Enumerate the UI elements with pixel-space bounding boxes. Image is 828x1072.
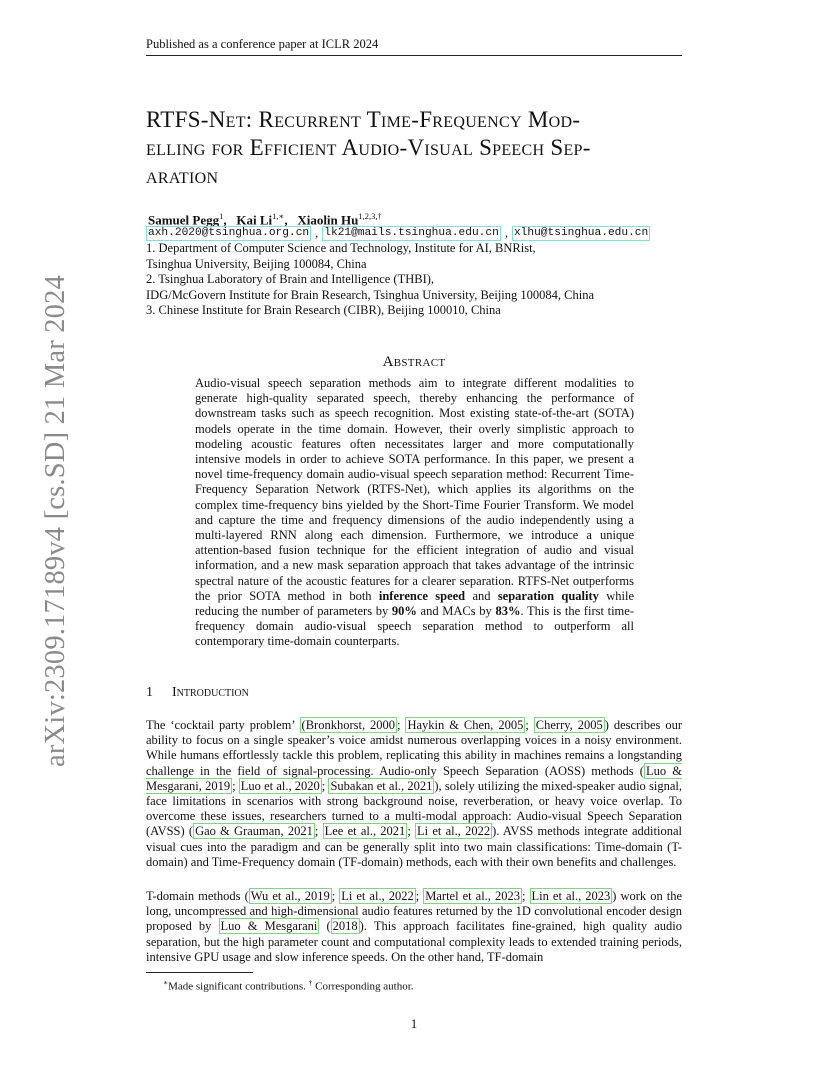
section-title: Introduction	[172, 685, 249, 700]
arxiv-sidebar	[36, 274, 76, 768]
text-run: ;	[321, 778, 329, 793]
text-run: ). This approach facilitates fine-grained, high quality audio separation, but the high parameter count and computational complexity leads to extended training periods, intensive GPU usage and slow inference speeds. On the other hand, TF-domain	[146, 919, 683, 964]
text-run: ), solely utilizing the mixed-speaker audio signal, face limitations in scenarios with strong background noise, reverberation, or heavy voice overlap. To overcome these issues, researchers turned to a multi-modal approach: Audio-visual Speech Separation (AVSS) (	[146, 778, 682, 839]
text-run: and	[465, 588, 498, 603]
arxiv-identifier: arXiv:2309.17189v4 [cs.SD] 21 Mar 2024	[40, 274, 71, 768]
citation-link[interactable]: Luo & Mesgarani, 2019	[146, 763, 683, 793]
text-run: ;	[232, 778, 239, 793]
footnote-rule	[146, 972, 253, 973]
text-run: T-domain methods (	[146, 889, 249, 903]
text-run: ;	[525, 718, 534, 732]
text-run: )	[604, 718, 614, 732]
email-list: axh.2020@tsinghua.org.cn , lk21@mails.tsinghua.edu.cn , xlhu@tsinghua.edu.cn	[148, 226, 649, 240]
citation-link[interactable]: 2018	[332, 919, 358, 934]
text-run: ;	[407, 824, 416, 839]
citation-link[interactable]: Haykin & Chen, 2005	[407, 718, 524, 732]
text-run: ;	[397, 718, 406, 732]
intro-paragraph	[146, 889, 682, 965]
author-affil-marker: 1,∗	[272, 211, 285, 221]
affiliation-line: IDG/McGovern Institute for Brain Research, Tsinghua University, Beijing 100084, China	[146, 287, 595, 302]
affiliation-line: 3. Chinese Institute for Brain Research (CIBR), Beijing 100010, China	[146, 303, 501, 318]
text-run: The ‘cocktail party problem’	[146, 718, 300, 732]
text-run: ). AVSS methods integrate additional visual cues into the paradigm and can be generally split into two main classifications: Time-domain (T-domain) and Time-Frequency domain (TF-domain) methods, each with their own benefits and challenges.	[146, 824, 682, 869]
text-run: and MACs by	[416, 604, 496, 619]
citation-link[interactable]: Li et al., 2022	[341, 889, 414, 903]
footnote	[163, 976, 414, 994]
text-run: describes our ability to focus on a single speaker’s voice amidst numerous overlapping voices in a noisy environment. While humans effortlessly tackle this problem, replicating this ability in machines remains a longstanding challenge in the field of signal-processing. Audio-only Speech Separation (AOSS) methods (	[146, 718, 682, 778]
affiliation-line: 2. Tsinghua Laboratory of Brain and Intelligence (THBI),	[146, 272, 435, 287]
citation-link[interactable]: Subakan et al., 2021	[330, 778, 433, 793]
text-run: . This is the first time-frequency domain audio-visual speech separation method to outperform all contemporary time-domain counterparts.	[195, 604, 634, 649]
email-link[interactable]: lk21@mails.tsinghua.edu.cn	[322, 226, 501, 241]
text-run: ;	[314, 824, 323, 839]
text-run: ;	[521, 889, 530, 903]
bold-text: separation quality	[497, 588, 599, 603]
bold-text: 90%	[391, 604, 417, 619]
footnote-text: Made significant contributions.	[168, 980, 309, 993]
footnote-text: Corresponding author.	[312, 980, 414, 993]
running-header: Published as a conference paper at ICLR 2024	[146, 36, 682, 56]
email-link[interactable]: axh.2020@tsinghua.org.cn	[146, 226, 311, 241]
affiliation-line: 1. Department of Computer Science and Technology, Institute for AI, BNRist,	[146, 241, 536, 256]
citation-link[interactable]: Li et al., 2022	[417, 824, 491, 839]
abstract-heading: Abstract	[382, 354, 446, 370]
citation-link[interactable]: Luo et al., 2020	[240, 778, 320, 793]
bold-text: inference speed	[378, 588, 466, 603]
section-heading	[146, 685, 249, 701]
author-affil-marker: 1,2,3,†	[358, 211, 382, 221]
citation-link[interactable]: Lin et al., 2023	[531, 889, 611, 903]
text-run: ;	[331, 889, 340, 903]
intro-paragraph	[146, 718, 682, 870]
footnote-marker: †	[308, 978, 313, 987]
author-name: Xiaolin Hu	[297, 212, 359, 228]
author-name: Kai Li	[236, 212, 273, 228]
bold-text: 83%	[495, 604, 521, 619]
footnote-marker: ∗	[163, 978, 169, 987]
email-link[interactable]: xlhu@tsinghua.edu.cn	[512, 226, 650, 241]
title-line: aration	[146, 163, 219, 188]
section-number: 1	[146, 685, 153, 700]
abstract-text	[195, 376, 634, 650]
citation-link[interactable]: Cherry, 2005	[535, 718, 603, 732]
author-list: Samuel Pegg$^1$, Kai $Li^{1,∗}$, Xiaolin $Hu^{1,2,3,\dagger}$	[148, 211, 382, 228]
author-affil-marker: 1	[219, 211, 224, 221]
text-run: (	[319, 919, 331, 934]
citation-link[interactable]: (Bronkhorst, 2000	[301, 718, 396, 732]
citation-link[interactable]: Wu et al., 2019	[250, 889, 330, 903]
page-number: 1	[410, 1016, 418, 1031]
paper-title	[146, 106, 691, 190]
text-run: while reducing the number of parameters by	[195, 588, 634, 619]
affiliations-block	[146, 226, 650, 318]
author-name: Samuel Pegg	[148, 212, 220, 228]
title-line: RTFS-Net: Recurrent Time-Frequency Mod-	[146, 107, 581, 132]
affiliation-line: Tsinghua University, Beijing 100084, China	[146, 256, 367, 271]
text-run: ) work on the long, uncompressed and high-dimensional audio features returned by the 1D convolutional encoder design proposed by	[146, 889, 682, 934]
text-run: Audio-visual speech separation methods aim to integrate different modalities to generate high-quality separated speech, thereby enhancing the performance of downstream tasks such as speech recognition. Most existing state-of-the-art (SOTA) models operate in the time domain. However, their overly simplistic approach to modeling acoustic features often necessitates larger and more computationally intensive models in order to achieve SOTA performance. In this paper, we present a novel time-frequency domain audio-visual speech separation method: Recurrent Time-Frequency Separation Network (RTFS-Net), which applies its algorithms on the complex time-frequency bins yielded by the Short-Time Fourier Transform. We model and capture the time and frequency dimensions of the audio independently using a multi-layered RNN along each dimension. Furthermore, we introduce a unique attention-based fusion technique for the efficient integration of audio and visual information, and a new mask separation approach that takes advantage of the intrinsic spectral nature of the acoustic features for a clearer separation. RTFS-Net outperforms the prior SOTA method in both	[195, 376, 634, 603]
citation-link[interactable]: Lee et al., 2021	[324, 824, 406, 839]
title-line: elling for Efficient Audio-Visual Speech Sep-	[146, 135, 591, 160]
text-run: ;	[415, 889, 424, 903]
citation-link[interactable]: Luo & Mesgarani	[220, 919, 318, 934]
citation-link[interactable]: Martel et al., 2023	[425, 889, 520, 903]
citation-link[interactable]: Gao & Grauman, 2021	[195, 824, 313, 839]
